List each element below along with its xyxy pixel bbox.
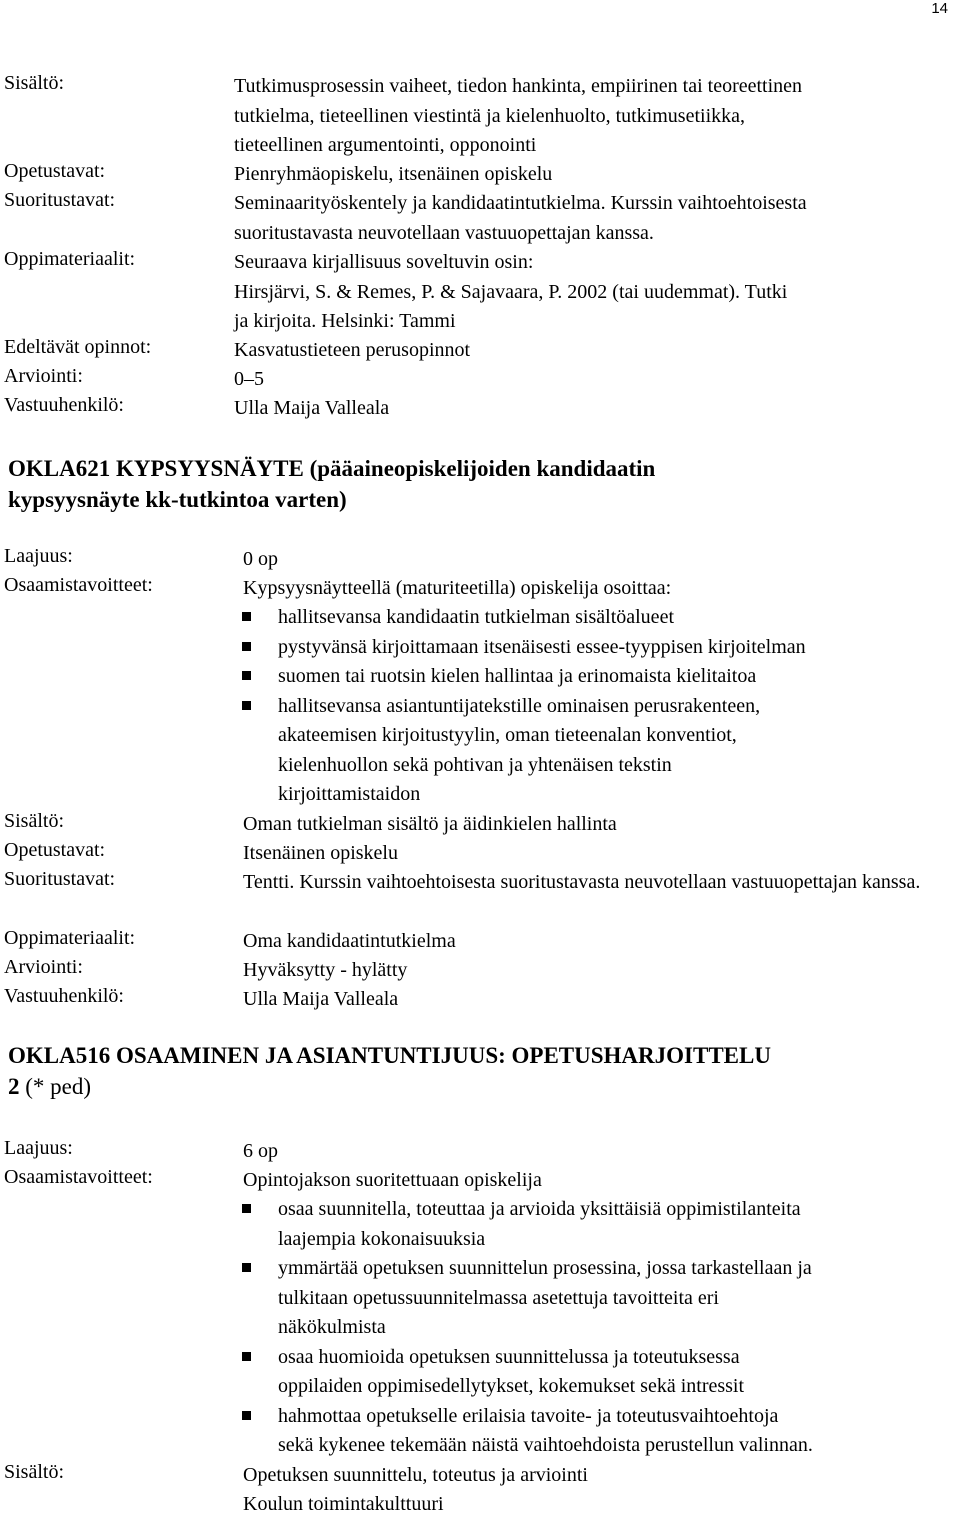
detail-value: Oman tutkielman sisältö ja äidinkielen hallinta — [243, 812, 617, 835]
detail-row-arviointi — [0, 365, 960, 394]
list-item: hallitsevansa kandidaatin tutkielman sisältöalueet — [238, 603, 938, 633]
detail-label: Laajuus: — [4, 545, 73, 567]
learning-outcomes-list — [238, 1195, 954, 1461]
detail-value: Opetuksen suunnittelu, toteutus ja arviointi Koulun toimintakulttuuri — [243, 1463, 588, 1515]
detail-value: Tutkimusprosessin vaiheet, tiedon hankinta, empiirinen tai teoreettinen tutkielma, tieteellinen viestintä ja kielenhuolto, tutkimusetiikka, tieteellinen argumentointi, opponointi — [234, 75, 803, 156]
course-okla621-details — [0, 545, 960, 1014]
detail-row-suoritustavat — [0, 189, 960, 248]
detail-label: Edeltävät opinnot: — [4, 336, 152, 358]
list-item: hahmottaa opetukselle erilaisia tavoite- ja toteutusvaihtoehtoja sekä kykenee tekemään näistä vaihtoehdoista perustellun valinnan. — [238, 1402, 954, 1461]
detail-label: Sisältö: — [4, 1460, 65, 1483]
detail-row-osaamistavoitteet — [0, 1166, 960, 1195]
detail-row-suoritustavat — [0, 868, 960, 927]
list-item: ymmärtää opetuksen suunnittelun prosessina, jossa tarkastellaan ja tulkitaan opetussuunnitelmassa asetettuja tavoitteita eri näkökulmista — [238, 1254, 954, 1343]
detail-row-vastuuhenkilo — [0, 394, 960, 423]
list-item: suomen tai ruotsin kielen hallintaa ja erinomaista kielitaitoa — [238, 662, 938, 692]
detail-label: Osaamistavoitteet: — [4, 574, 153, 596]
list-item: hallitsevansa asiantuntijatekstille ominaisen perusrakenteen, akateemisen kirjoitustyylin, oman tieteenalan konventiot, kielenhuollon sekä pohtivan ja yhtenäisen tekstin kirjoittamistaidon — [238, 692, 938, 810]
detail-value: Kasvatustieteen perusopinnot — [234, 339, 471, 361]
learning-outcomes-list — [238, 603, 938, 810]
detail-label: Vastuuhenkilö: — [4, 394, 124, 416]
detail-label: Oppimateriaalit: — [4, 926, 136, 949]
detail-row-opetustavat — [0, 839, 960, 868]
detail-row-sisalto — [0, 810, 960, 839]
detail-label: Arviointi: — [4, 365, 83, 387]
detail-row-osaamistavoitteet — [0, 574, 960, 603]
detail-value: Pienryhmäopiskelu, itsenäinen opiskelu — [234, 163, 553, 185]
detail-label: Opetustavat: — [4, 160, 106, 182]
detail-label: Osaamistavoitteet: — [4, 1166, 153, 1188]
detail-value: Ulla Maija Valleala — [243, 987, 399, 1010]
detail-row-oppimateriaalit — [0, 248, 960, 336]
detail-row-laajuus — [0, 1137, 960, 1166]
detail-value: Seminaarityöskentely ja kandidaatintutkielma. Kurssin vaihtoehtoisesta suoritustavasta neuvotellaan vastuuopettajan kanssa. — [234, 192, 807, 244]
detail-value: Oma kandidaatintutkielma — [243, 929, 456, 952]
detail-label: Suoritustavat: — [4, 867, 116, 890]
detail-row-edeltavat — [0, 336, 960, 365]
list-item: osaa suunnitella, toteuttaa ja arvioida yksittäisiä oppimistilanteita laajempia kokonaisuuksia — [238, 1195, 954, 1254]
detail-row-sisalto — [0, 72, 960, 160]
detail-label: Opetustavat: — [4, 838, 106, 861]
detail-row-laajuus — [0, 545, 960, 574]
detail-label: Sisältö: — [4, 809, 65, 832]
list-item: pystyvänsä kirjoittamaan itsenäisesti essee-tyyppisen kirjoitelman — [238, 633, 938, 663]
detail-value: Tentti. Kurssin vaihtoehtoisesta suoritustavasta neuvotellaan vastuuopettajan kanssa. — [243, 870, 921, 893]
detail-value: Opintojakson suoritettuaan opiskelija — [243, 1169, 542, 1191]
detail-value: Ulla Maija Valleala — [234, 397, 390, 419]
detail-value: 0–5 — [234, 368, 264, 390]
course-title-okla621: OKLA621 KYPSYYSNÄYTE (pääaineopiskelijoiden kandidaatin kypsyysnäyte kk-tutkintoa varten) — [8, 456, 656, 512]
detail-label: Suoritustavat: — [4, 189, 116, 211]
course-title-main: OKLA516 OSAAMINEN JA ASIANTUNTIJUUS: OPETUSHARJOITTELU 2 — [8, 1043, 771, 1099]
page-number: 14 — [931, 0, 948, 17]
course-okla516-details — [0, 1137, 960, 1520]
detail-value: Seuraava kirjallisuus soveltuvin osin: Hirsjärvi, S. & Remes, P. & Sajavaara, P. 2002 (tai uudemmat). Tutki ja kirjoita. Helsinki: Tammi — [234, 251, 788, 332]
list-item: osaa huomioida opetuksen suunnittelussa ja toteutuksessa oppilaiden oppimisedellytykset, kokemukset sekä intressit — [238, 1343, 954, 1402]
detail-value: Hyväksytty - hylätty — [243, 958, 408, 981]
detail-row-opetustavat — [0, 160, 960, 189]
detail-label: Vastuuhenkilö: — [4, 984, 124, 1007]
detail-label: Sisältö: — [4, 72, 65, 94]
detail-row-oppimateriaalit — [0, 927, 960, 956]
course-title-okla516 — [8, 1040, 958, 1102]
course-title-suffix: (* ped) — [19, 1074, 92, 1099]
course-previous-details — [0, 72, 960, 423]
detail-label: Oppimateriaalit: — [4, 248, 136, 270]
detail-row-arviointi — [0, 956, 960, 985]
detail-label: Laajuus: — [4, 1137, 73, 1159]
detail-value: Itsenäinen opiskelu — [243, 841, 398, 864]
detail-label: Arviointi: — [4, 955, 83, 978]
detail-value: 6 op — [243, 1140, 278, 1162]
detail-value: Kypsyysnäytteellä (maturiteetilla) opiskelija osoittaa: — [243, 577, 672, 599]
detail-value: 0 op — [243, 548, 278, 570]
detail-row-vastuuhenkilo — [0, 985, 960, 1014]
